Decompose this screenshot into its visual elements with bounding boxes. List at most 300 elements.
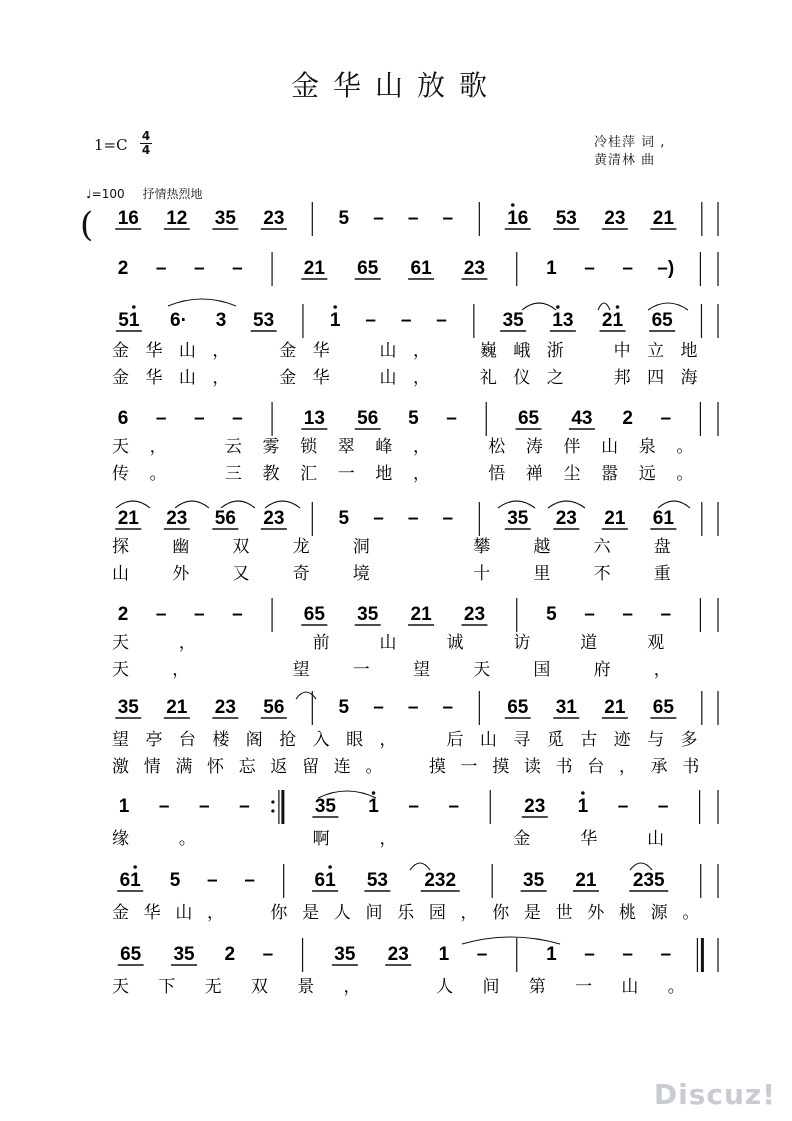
lyric-char: 洞 — [352, 537, 370, 557]
note-group: – — [365, 310, 376, 331]
lyric-char: 是 — [523, 903, 541, 923]
note-group: – — [660, 604, 672, 625]
watermark-logo: Discuz! — [653, 1078, 776, 1111]
lyric-char: 桃 — [618, 903, 636, 923]
note-group: 21 — [604, 697, 626, 718]
lyric-char: 汇 — [300, 464, 318, 484]
lyric-char: 。 — [178, 829, 196, 849]
slur — [296, 692, 316, 699]
lyric-char: 人 — [333, 903, 351, 923]
lyric-char: 园 — [428, 903, 446, 923]
note-group: 3 — [215, 310, 227, 331]
lyric-char: 是 — [302, 903, 320, 923]
lyric-char: 重 — [653, 564, 671, 584]
note-group: – — [407, 697, 419, 718]
note-group: 65 — [507, 697, 529, 718]
lyric-char: 观 — [647, 633, 665, 653]
slur — [462, 937, 560, 944]
lyric-char: 望 — [292, 660, 310, 680]
lyric-char: 松 — [488, 437, 506, 457]
lyric-char: 境 — [352, 564, 370, 584]
note-group: 23 — [387, 944, 409, 965]
lyric-char: 双 — [232, 537, 250, 557]
note-group: 235 — [632, 870, 665, 891]
note-group: – — [194, 408, 205, 429]
note-group: 5 — [408, 408, 419, 429]
note-group: 35 — [117, 697, 139, 718]
note-group: 21 — [652, 208, 674, 229]
lyric-char: 六 — [593, 537, 611, 557]
lyric-char: ， — [413, 464, 430, 484]
note-group: 2 — [117, 258, 129, 279]
lyric-char: 山 — [379, 368, 397, 388]
slur — [221, 501, 255, 508]
note-group: 5 — [546, 604, 557, 625]
lyric-char: 华 — [143, 903, 161, 923]
octave-dot — [556, 305, 560, 309]
note-group: – — [584, 258, 595, 279]
slur — [598, 303, 610, 310]
lyric-char: 金 — [112, 341, 129, 361]
note-group: 56 — [214, 508, 236, 529]
lyric-char: 涛 — [525, 437, 543, 457]
lyric-char: ， — [343, 977, 361, 997]
octave-dot — [132, 305, 136, 309]
lyric-char: 盘 — [653, 537, 671, 557]
note-group: – — [194, 604, 205, 625]
note-group: – — [584, 604, 595, 625]
note-group: 1 — [329, 310, 341, 331]
note-group: – — [622, 258, 633, 279]
lyric-char: 你 — [270, 903, 288, 923]
note-group: 232 — [424, 870, 457, 891]
note-group: – — [232, 604, 243, 625]
note-group: 23 — [555, 508, 577, 529]
lyric-char: 亭 — [145, 730, 163, 750]
note-group: 1 — [546, 944, 557, 965]
lyric-char: 三 — [224, 464, 242, 484]
lyric-char: 外 — [172, 564, 190, 584]
note-group: 16 — [117, 208, 139, 229]
lyric-char: 间 — [365, 903, 383, 923]
song-title: 金华山放歌 — [290, 69, 501, 102]
lyric-char: 怀 — [207, 757, 225, 777]
lyric-char: 嚣 — [601, 464, 619, 484]
lyric-char: ， — [413, 437, 430, 457]
note-group: – — [436, 310, 447, 331]
note-group: 35 — [357, 604, 379, 625]
meter-bottom: 4 — [141, 143, 151, 157]
lyric-char: ， — [618, 757, 636, 777]
note-group: 35 — [334, 944, 356, 965]
lyric-char: ， — [413, 341, 430, 361]
note-group: 35 — [214, 208, 236, 229]
lyric-char: 山 — [479, 730, 497, 750]
note-group: – — [158, 796, 170, 817]
note-group: – — [476, 944, 488, 965]
lyric-char: ， — [207, 903, 225, 923]
lyric-char: 府 — [593, 660, 611, 680]
lyric-char: ， — [413, 368, 430, 388]
lyric-char: ， — [653, 660, 671, 680]
lyric-char: 一 — [337, 464, 355, 484]
lyric-char: 禅 — [525, 464, 543, 484]
lyric-char: 峰 — [375, 437, 393, 457]
lyric-char: 浙 — [546, 341, 564, 361]
lyric-char: 古 — [580, 730, 598, 750]
lyric-char: 摸 — [492, 757, 510, 777]
note-group: – — [660, 944, 672, 965]
composer-credit: 黄清林 曲 — [594, 153, 656, 168]
lyric-char: 金 — [112, 903, 129, 923]
lyric-char: 。 — [676, 464, 694, 484]
lyric-char: 。 — [365, 757, 383, 777]
note-group: 21 — [604, 508, 626, 529]
lyric-char: ， — [178, 633, 196, 653]
lyric-char: 寻 — [513, 730, 531, 750]
slur — [522, 303, 556, 310]
lyric-char: 天 — [473, 660, 491, 680]
lyricist-credit: 冷桂萍 词 , — [594, 135, 666, 150]
lyric-char: 连 — [333, 757, 351, 777]
note-group: –) — [657, 258, 675, 279]
note-group: 35 — [507, 508, 529, 529]
note-group: 21 — [117, 508, 139, 529]
lyric-char: 望 — [413, 660, 430, 680]
note-group: – — [584, 944, 595, 965]
lyric-char: 无 — [204, 977, 222, 997]
lyric-char: ， — [212, 341, 230, 361]
lyric-char: 天 — [112, 977, 129, 997]
note-group: 35 — [523, 870, 545, 891]
lyric-char: 海 — [680, 368, 698, 388]
lyric-char: 外 — [587, 903, 605, 923]
lyric-char: 读 — [523, 757, 541, 777]
note-group: 61 — [314, 870, 336, 891]
lyric-char: 世 — [555, 903, 573, 923]
note-group: 65 — [357, 258, 379, 279]
note-group: 5 — [338, 697, 350, 718]
slur — [175, 501, 209, 508]
note-group: 13 — [552, 310, 574, 331]
lyric-char: 金 — [112, 368, 129, 388]
lyric-char: 探 — [112, 537, 129, 557]
lyric-char: 伴 — [563, 437, 581, 457]
octave-dot — [372, 791, 376, 795]
note-group: – — [232, 258, 243, 279]
lyric-char: 诚 — [446, 633, 464, 653]
note-group: 21 — [166, 697, 188, 718]
lyric-char: 后 — [446, 730, 464, 750]
note-group: 21 — [575, 870, 597, 891]
slur — [648, 303, 688, 310]
note-group: 23 — [263, 208, 285, 229]
note-group: – — [155, 604, 167, 625]
note-group: 56 — [357, 408, 379, 429]
lyric-char: 华 — [312, 341, 330, 361]
lyric-char: 满 — [175, 757, 193, 777]
note-group: 65 — [303, 604, 325, 625]
note-group: – — [657, 796, 669, 817]
lyric-char: 迹 — [613, 730, 631, 750]
expression-mark: 抒情热烈地 — [142, 187, 203, 201]
lyric-char: 邦 — [613, 368, 631, 388]
lyric-char: 与 — [647, 730, 665, 750]
lyric-char: 下 — [158, 977, 176, 997]
lyric-char: 奇 — [292, 564, 310, 584]
lyric-char: ， — [149, 437, 167, 457]
lyric-char: 云 — [224, 437, 242, 457]
lyric-char: 啊 — [312, 829, 330, 849]
slur — [265, 501, 300, 508]
note-group: 21 — [601, 310, 624, 331]
octave-dot — [616, 305, 620, 309]
lyric-char: 景 — [297, 977, 315, 997]
note-group: 12 — [166, 208, 188, 229]
lyric-char: 台 — [587, 757, 605, 777]
lyric-char: 人 — [436, 977, 454, 997]
note-group: 65 — [652, 697, 674, 718]
note-group: 23 — [214, 697, 236, 718]
slur — [410, 863, 430, 870]
note-group: 1 — [577, 796, 589, 817]
note-group: – — [239, 796, 250, 817]
intro-open-paren: ( — [80, 205, 94, 245]
lyric-char: 访 — [513, 633, 531, 653]
lyric-char: 金 — [279, 368, 297, 388]
lyric-char: 前 — [312, 633, 330, 653]
note-group: – — [373, 697, 384, 718]
note-group: 6· — [170, 310, 187, 331]
note-group: 53 — [555, 208, 577, 229]
lyric-char: 天 — [112, 633, 129, 653]
lyric-char: 山 — [112, 564, 129, 584]
note-group: 13 — [303, 408, 325, 429]
note-group: 23 — [463, 258, 486, 279]
lyric-char: 天 — [112, 437, 129, 457]
slur — [548, 501, 585, 508]
note-group: – — [207, 870, 218, 891]
note-group: – — [400, 310, 412, 331]
slur — [630, 863, 652, 870]
lyric-char: 留 — [302, 757, 320, 777]
note-group: 2 — [117, 604, 129, 625]
lyric-char: 华 — [145, 341, 163, 361]
note-group: 2 — [224, 944, 236, 965]
note-group: 31 — [555, 697, 577, 718]
slur — [498, 501, 535, 508]
lyric-char: 锁 — [300, 437, 318, 457]
lyric-char: 山 — [178, 341, 196, 361]
note-group: 23 — [166, 508, 188, 529]
lyric-char: 。 — [682, 903, 700, 923]
note-group: – — [448, 796, 460, 817]
lyric-char: 翠 — [337, 437, 355, 457]
slur — [116, 501, 150, 508]
note-group: – — [446, 408, 457, 429]
note-group: 1 — [368, 796, 379, 817]
lyric-char: 情 — [143, 757, 161, 777]
octave-dot — [333, 305, 337, 309]
lyric-char: 越 — [533, 537, 551, 557]
lyric-char: 书 — [682, 757, 700, 777]
note-group: 6 — [117, 408, 129, 429]
lyric-char: ， — [460, 903, 478, 923]
lyric-char: 里 — [533, 564, 551, 584]
lyric-char: 一 — [575, 977, 593, 997]
lyric-char: 山 — [379, 341, 397, 361]
note-group: 65 — [651, 310, 673, 331]
lyric-char: 山 — [621, 977, 639, 997]
note-group: 65 — [517, 408, 540, 429]
lyric-char: 山 — [601, 437, 619, 457]
note-group: – — [622, 604, 633, 625]
lyric-char: 华 — [312, 368, 330, 388]
lyric-char: 。 — [149, 464, 167, 484]
lyric-char: 雾 — [262, 437, 280, 457]
note-group: 5 — [338, 208, 350, 229]
lyric-char: 山 — [175, 903, 193, 923]
lyric-char: 一 — [352, 660, 370, 680]
slur — [658, 501, 690, 508]
note-group: 53 — [366, 870, 388, 891]
lyric-char: 返 — [270, 757, 288, 777]
note-group: – — [442, 208, 454, 229]
lyric-char: 山 — [379, 633, 397, 653]
lyric-char: 入 — [312, 730, 330, 750]
note-group: – — [199, 796, 210, 817]
note-group: 56 — [263, 697, 285, 718]
lyric-char: 忘 — [238, 757, 256, 777]
lyric-char: 峨 — [513, 341, 531, 361]
lyric-char: 传 — [112, 464, 129, 484]
lyric-char: 第 — [528, 977, 546, 997]
note-group: 53 — [253, 310, 275, 331]
lyric-char: 仪 — [513, 368, 531, 388]
lyric-char: 巍 — [479, 341, 497, 361]
note-group: 35 — [502, 310, 524, 331]
lyric-char: 幽 — [172, 537, 190, 557]
lyric-char: 。 — [667, 977, 685, 997]
note-group: 35 — [173, 944, 195, 965]
key-signature: 1=C — [94, 136, 128, 154]
lyric-char: 抢 — [279, 730, 297, 750]
lyric-char: 缘 — [112, 829, 129, 849]
note-group: 65 — [120, 944, 142, 965]
lyric-char: 。 — [676, 437, 694, 457]
lyric-char: 间 — [482, 977, 500, 997]
note-group: 23 — [263, 508, 285, 529]
note-group: 23 — [604, 208, 626, 229]
note-group: 51 — [118, 310, 140, 331]
lyric-char: 山 — [647, 829, 665, 849]
note-group: 21 — [303, 258, 325, 279]
slur — [168, 299, 236, 306]
lyric-char: 楼 — [212, 730, 230, 750]
lyric-char: 双 — [250, 977, 268, 997]
lyric-char: 台 — [178, 730, 196, 750]
note-group: 5 — [169, 870, 181, 891]
tempo-mark: ♩=100 — [86, 187, 125, 201]
note-group: – — [407, 208, 419, 229]
note-group: – — [373, 508, 384, 529]
lyric-char: 多 — [680, 730, 698, 750]
note-group: 1 — [546, 258, 557, 279]
lyric-char: 你 — [492, 903, 510, 923]
lyric-char: 天 — [112, 660, 129, 680]
lyric-char: 教 — [262, 464, 280, 484]
lyric-char: 金 — [279, 341, 297, 361]
note-group: – — [407, 508, 419, 529]
lyric-char: 摸 — [428, 757, 446, 777]
note-group: 23 — [524, 796, 546, 817]
lyric-char: 十 — [473, 564, 491, 584]
lyric-char: 悟 — [488, 464, 506, 484]
lyric-char: 立 — [647, 341, 665, 361]
lyric-char: 四 — [647, 368, 665, 388]
lyric-char: 一 — [460, 757, 478, 777]
note-group: – — [373, 208, 384, 229]
note-group: 43 — [571, 408, 593, 429]
lyric-char: 尘 — [563, 464, 581, 484]
lyric-char: 眼 — [346, 730, 364, 750]
note-group: 61 — [119, 870, 141, 891]
note-group: 1 — [118, 796, 130, 817]
repeat-dot — [271, 809, 274, 812]
note-group: 61 — [410, 258, 432, 279]
lyric-char: 华 — [580, 829, 598, 849]
lyric-char: 中 — [613, 341, 631, 361]
lyric-char: 又 — [232, 564, 250, 584]
lyric-char: 不 — [593, 564, 611, 584]
lyric-char: 金 — [513, 829, 531, 849]
lyric-char: 乐 — [397, 903, 415, 923]
lyric-char: 阁 — [245, 730, 263, 750]
note-group: – — [617, 796, 629, 817]
note-group: 5 — [338, 508, 350, 529]
meter-top: 4 — [141, 129, 151, 143]
note-group: – — [194, 258, 205, 279]
note-group: 2 — [622, 408, 633, 429]
note-group: – — [660, 408, 672, 429]
lyric-char: 山 — [178, 368, 196, 388]
note-group: – — [155, 258, 167, 279]
octave-dot — [133, 865, 137, 869]
lyric-char: 激 — [112, 757, 129, 777]
lyric-char: 承 — [650, 757, 668, 777]
lyric-char: 泉 — [638, 437, 656, 457]
note-group: 61 — [652, 508, 674, 529]
lyric-char: 源 — [650, 903, 668, 923]
note-group: 21 — [410, 604, 432, 625]
note-group: – — [622, 944, 633, 965]
lyric-char: 龙 — [292, 537, 310, 557]
lyric-char: 礼 — [479, 368, 497, 388]
octave-dot — [511, 203, 515, 207]
note-group: – — [262, 944, 274, 965]
note-group: – — [232, 408, 243, 429]
note-group: 23 — [463, 604, 486, 625]
lyric-char: 之 — [546, 368, 564, 388]
lyric-char: 地 — [680, 341, 698, 361]
lyric-char: 地 — [375, 464, 393, 484]
lyric-char: 国 — [533, 660, 551, 680]
note-group: 16 — [507, 208, 529, 229]
lyric-char: ， — [172, 660, 190, 680]
note-group: – — [244, 870, 255, 891]
lyric-char: 攀 — [473, 537, 491, 557]
note-group: – — [155, 408, 167, 429]
